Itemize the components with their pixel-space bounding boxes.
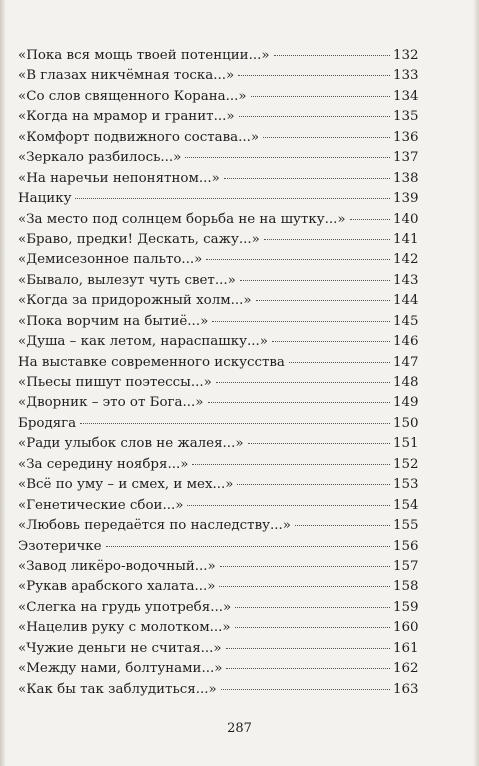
toc-dot-leader bbox=[264, 239, 390, 240]
toc-entry-page-number: 133 bbox=[393, 68, 419, 84]
toc-entry-page-number: 143 bbox=[393, 272, 419, 288]
toc-entry-title: «Когда за придорожный холм...» bbox=[18, 293, 252, 309]
toc-entry bbox=[18, 148, 419, 168]
toc-entry-title: «Ради улыбок слов не жалея...» bbox=[18, 436, 244, 452]
toc-entry bbox=[18, 87, 419, 107]
toc-entry-title: «Комфорт подвижного состава...» bbox=[18, 129, 260, 145]
toc-entry-title: «Пьесы пишут поэтессы...» bbox=[18, 375, 212, 390]
toc-entry-title: «Демисезонное пальто...» bbox=[18, 252, 203, 268]
toc-entry bbox=[18, 434, 419, 454]
toc-dot-leader bbox=[274, 55, 390, 56]
toc-dot-leader bbox=[208, 402, 391, 403]
toc-entry bbox=[18, 230, 419, 250]
toc-dot-leader bbox=[295, 525, 390, 526]
toc-entry-page-number: 134 bbox=[393, 88, 419, 104]
toc-entry bbox=[18, 291, 419, 311]
toc-entry-title: «Как бы так заблудиться...» bbox=[18, 681, 217, 697]
toc-entry-page-number: 161 bbox=[393, 640, 419, 656]
toc-dot-leader bbox=[263, 137, 390, 138]
toc-dot-leader bbox=[237, 484, 390, 485]
toc-entry-title: «Между нами, болтунами...» bbox=[18, 661, 223, 677]
page-number: 287 bbox=[227, 721, 252, 736]
toc-entry bbox=[18, 332, 419, 352]
toc-entry-title: «Браво, предки! Дескать, сажу...» bbox=[18, 231, 260, 247]
toc-dot-leader bbox=[256, 300, 390, 301]
toc-entry-title: «Завод ликёро-водочный...» bbox=[18, 558, 216, 574]
toc-dot-leader bbox=[289, 362, 390, 363]
toc-entry-title: «Зеркало разбилось...» bbox=[18, 150, 182, 166]
toc-entry-title: «Со слов священного Корана...» bbox=[18, 88, 247, 104]
toc-entry-title: «Всё по уму – и смех, и мех...» bbox=[18, 477, 234, 493]
toc-entry-title: «Пока ворчим на бытиё...» bbox=[18, 313, 209, 329]
toc-entry bbox=[18, 189, 419, 209]
toc-dot-leader bbox=[219, 586, 390, 587]
toc-entry bbox=[18, 107, 419, 127]
toc-entry-title: «За место под солнцем борьба не на шутку...» bbox=[18, 211, 346, 227]
toc-entry-page-number: 155 bbox=[393, 518, 419, 534]
toc-entry-page-number: 141 bbox=[393, 231, 419, 247]
toc-entry-title: На выставке современного искусства bbox=[18, 354, 285, 370]
toc-entry-page-number: 157 bbox=[393, 558, 419, 574]
toc-dot-leader bbox=[212, 321, 390, 322]
toc-entry-title: «Бывало, вылезут чуть свет...» bbox=[18, 272, 236, 288]
toc-entry bbox=[18, 618, 419, 638]
toc-entry bbox=[18, 680, 419, 700]
toc-dot-leader bbox=[220, 566, 390, 567]
toc-entry-title: Нацику bbox=[18, 191, 72, 207]
toc-entry-page-number: 137 bbox=[393, 150, 419, 166]
toc-entry-title: Бродяга bbox=[18, 415, 77, 431]
toc-entry-page-number: 151 bbox=[393, 436, 419, 452]
toc-entry-title: «За середину ноября...» bbox=[18, 456, 189, 472]
toc-entry bbox=[18, 46, 419, 66]
toc-entry-page-number: 139 bbox=[393, 191, 419, 207]
toc-entry-title: «Душа – как летом, нараспашку...» bbox=[18, 334, 268, 350]
toc-entry-page-number: 142 bbox=[393, 252, 419, 268]
toc-entry-page-number: 160 bbox=[393, 620, 419, 636]
toc-entry bbox=[18, 496, 419, 516]
toc-entry-page-number: 147 bbox=[393, 354, 419, 370]
toc-entry-page-number: 145 bbox=[393, 313, 419, 329]
toc-entry bbox=[18, 271, 419, 291]
toc-dot-leader bbox=[206, 259, 390, 260]
table-of-contents bbox=[18, 46, 419, 700]
toc-dot-leader bbox=[248, 443, 390, 444]
toc-entry-title: «Дворник – это от Бога...» bbox=[18, 395, 204, 411]
toc-entry-title: «Рукав арабского халата...» bbox=[18, 579, 216, 595]
toc-entry-page-number: 153 bbox=[393, 477, 419, 493]
toc-entry bbox=[18, 393, 419, 413]
toc-entry bbox=[18, 128, 419, 148]
toc-dot-leader bbox=[185, 157, 390, 158]
toc-dot-leader bbox=[75, 198, 390, 199]
toc-dot-leader bbox=[238, 75, 390, 76]
toc-entry bbox=[18, 414, 419, 434]
toc-entry bbox=[18, 475, 419, 495]
toc-entry-title: «Нацелив руку с молотком...» bbox=[18, 620, 231, 636]
toc-dot-leader bbox=[226, 648, 390, 649]
toc-entry-page-number: 146 bbox=[393, 334, 419, 350]
toc-dot-leader bbox=[350, 219, 390, 220]
toc-dot-leader bbox=[235, 627, 390, 628]
toc-entry-title: «Пока вся мощь твоей потенции...» bbox=[18, 48, 270, 63]
toc-entry bbox=[18, 353, 419, 373]
toc-entry-title: «На наречьи непонятном...» bbox=[18, 170, 220, 186]
toc-entry bbox=[18, 557, 419, 577]
toc-entry-title: «Слегка на грудь употребя...» bbox=[18, 599, 232, 615]
toc-entry bbox=[18, 537, 419, 557]
toc-entry-page-number: 135 bbox=[393, 109, 419, 125]
toc-entry-page-number: 149 bbox=[393, 395, 419, 411]
toc-entry bbox=[18, 250, 419, 270]
toc-dot-leader bbox=[251, 96, 390, 97]
toc-entry bbox=[18, 659, 419, 679]
toc-entry-page-number: 154 bbox=[393, 497, 419, 513]
toc-entry-page-number: 136 bbox=[393, 129, 419, 145]
toc-dot-leader bbox=[226, 668, 390, 669]
toc-dot-leader bbox=[224, 178, 390, 179]
toc-entry bbox=[18, 312, 419, 332]
toc-entry-title: «В глазах никчёмная тоска...» bbox=[18, 68, 235, 84]
toc-entry-page-number: 162 bbox=[393, 661, 419, 677]
toc-entry-page-number: 156 bbox=[393, 538, 419, 554]
toc-entry bbox=[18, 455, 419, 475]
page-shadow-right bbox=[473, 0, 479, 766]
toc-entry bbox=[18, 210, 419, 230]
toc-dot-leader bbox=[106, 546, 390, 547]
toc-entry-page-number: 150 bbox=[393, 415, 419, 431]
toc-entry-page-number: 140 bbox=[393, 211, 419, 227]
toc-entry-title: «Любовь передаётся по наследству...» bbox=[18, 518, 291, 534]
toc-entry-page-number: 144 bbox=[393, 293, 419, 309]
toc-entry-page-number: 152 bbox=[393, 456, 419, 472]
toc-entry-title: Эзотеричке bbox=[18, 538, 102, 554]
toc-dot-leader bbox=[221, 689, 390, 690]
toc-dot-leader bbox=[187, 505, 390, 506]
toc-entry bbox=[18, 373, 419, 393]
toc-entry bbox=[18, 516, 419, 536]
toc-entry-page-number: 138 bbox=[393, 170, 419, 186]
toc-entry bbox=[18, 639, 419, 659]
toc-dot-leader bbox=[239, 116, 390, 117]
toc-dot-leader bbox=[192, 464, 390, 465]
toc-entry bbox=[18, 598, 419, 618]
page-shadow-left bbox=[0, 0, 6, 766]
toc-entry-page-number: 148 bbox=[393, 375, 419, 390]
toc-dot-leader bbox=[272, 341, 390, 342]
toc-entry bbox=[18, 169, 419, 189]
toc-entry-title: «Когда на мрамор и гранит...» bbox=[18, 109, 235, 125]
toc-dot-leader bbox=[240, 280, 390, 281]
toc-entry-page-number: 159 bbox=[393, 599, 419, 615]
toc-entry-title: «Генетические сбои...» bbox=[18, 497, 184, 513]
toc-dot-leader bbox=[216, 382, 390, 383]
toc-entry-page-number: 158 bbox=[393, 579, 419, 595]
toc-entry bbox=[18, 577, 419, 597]
toc-entry bbox=[18, 66, 419, 86]
toc-entry-title: «Чужие деньги не считая...» bbox=[18, 640, 222, 656]
toc-dot-leader bbox=[235, 607, 390, 608]
toc-entry-page-number: 163 bbox=[393, 681, 419, 697]
toc-dot-leader bbox=[80, 423, 390, 424]
toc-entry-page-number: 132 bbox=[393, 48, 419, 63]
